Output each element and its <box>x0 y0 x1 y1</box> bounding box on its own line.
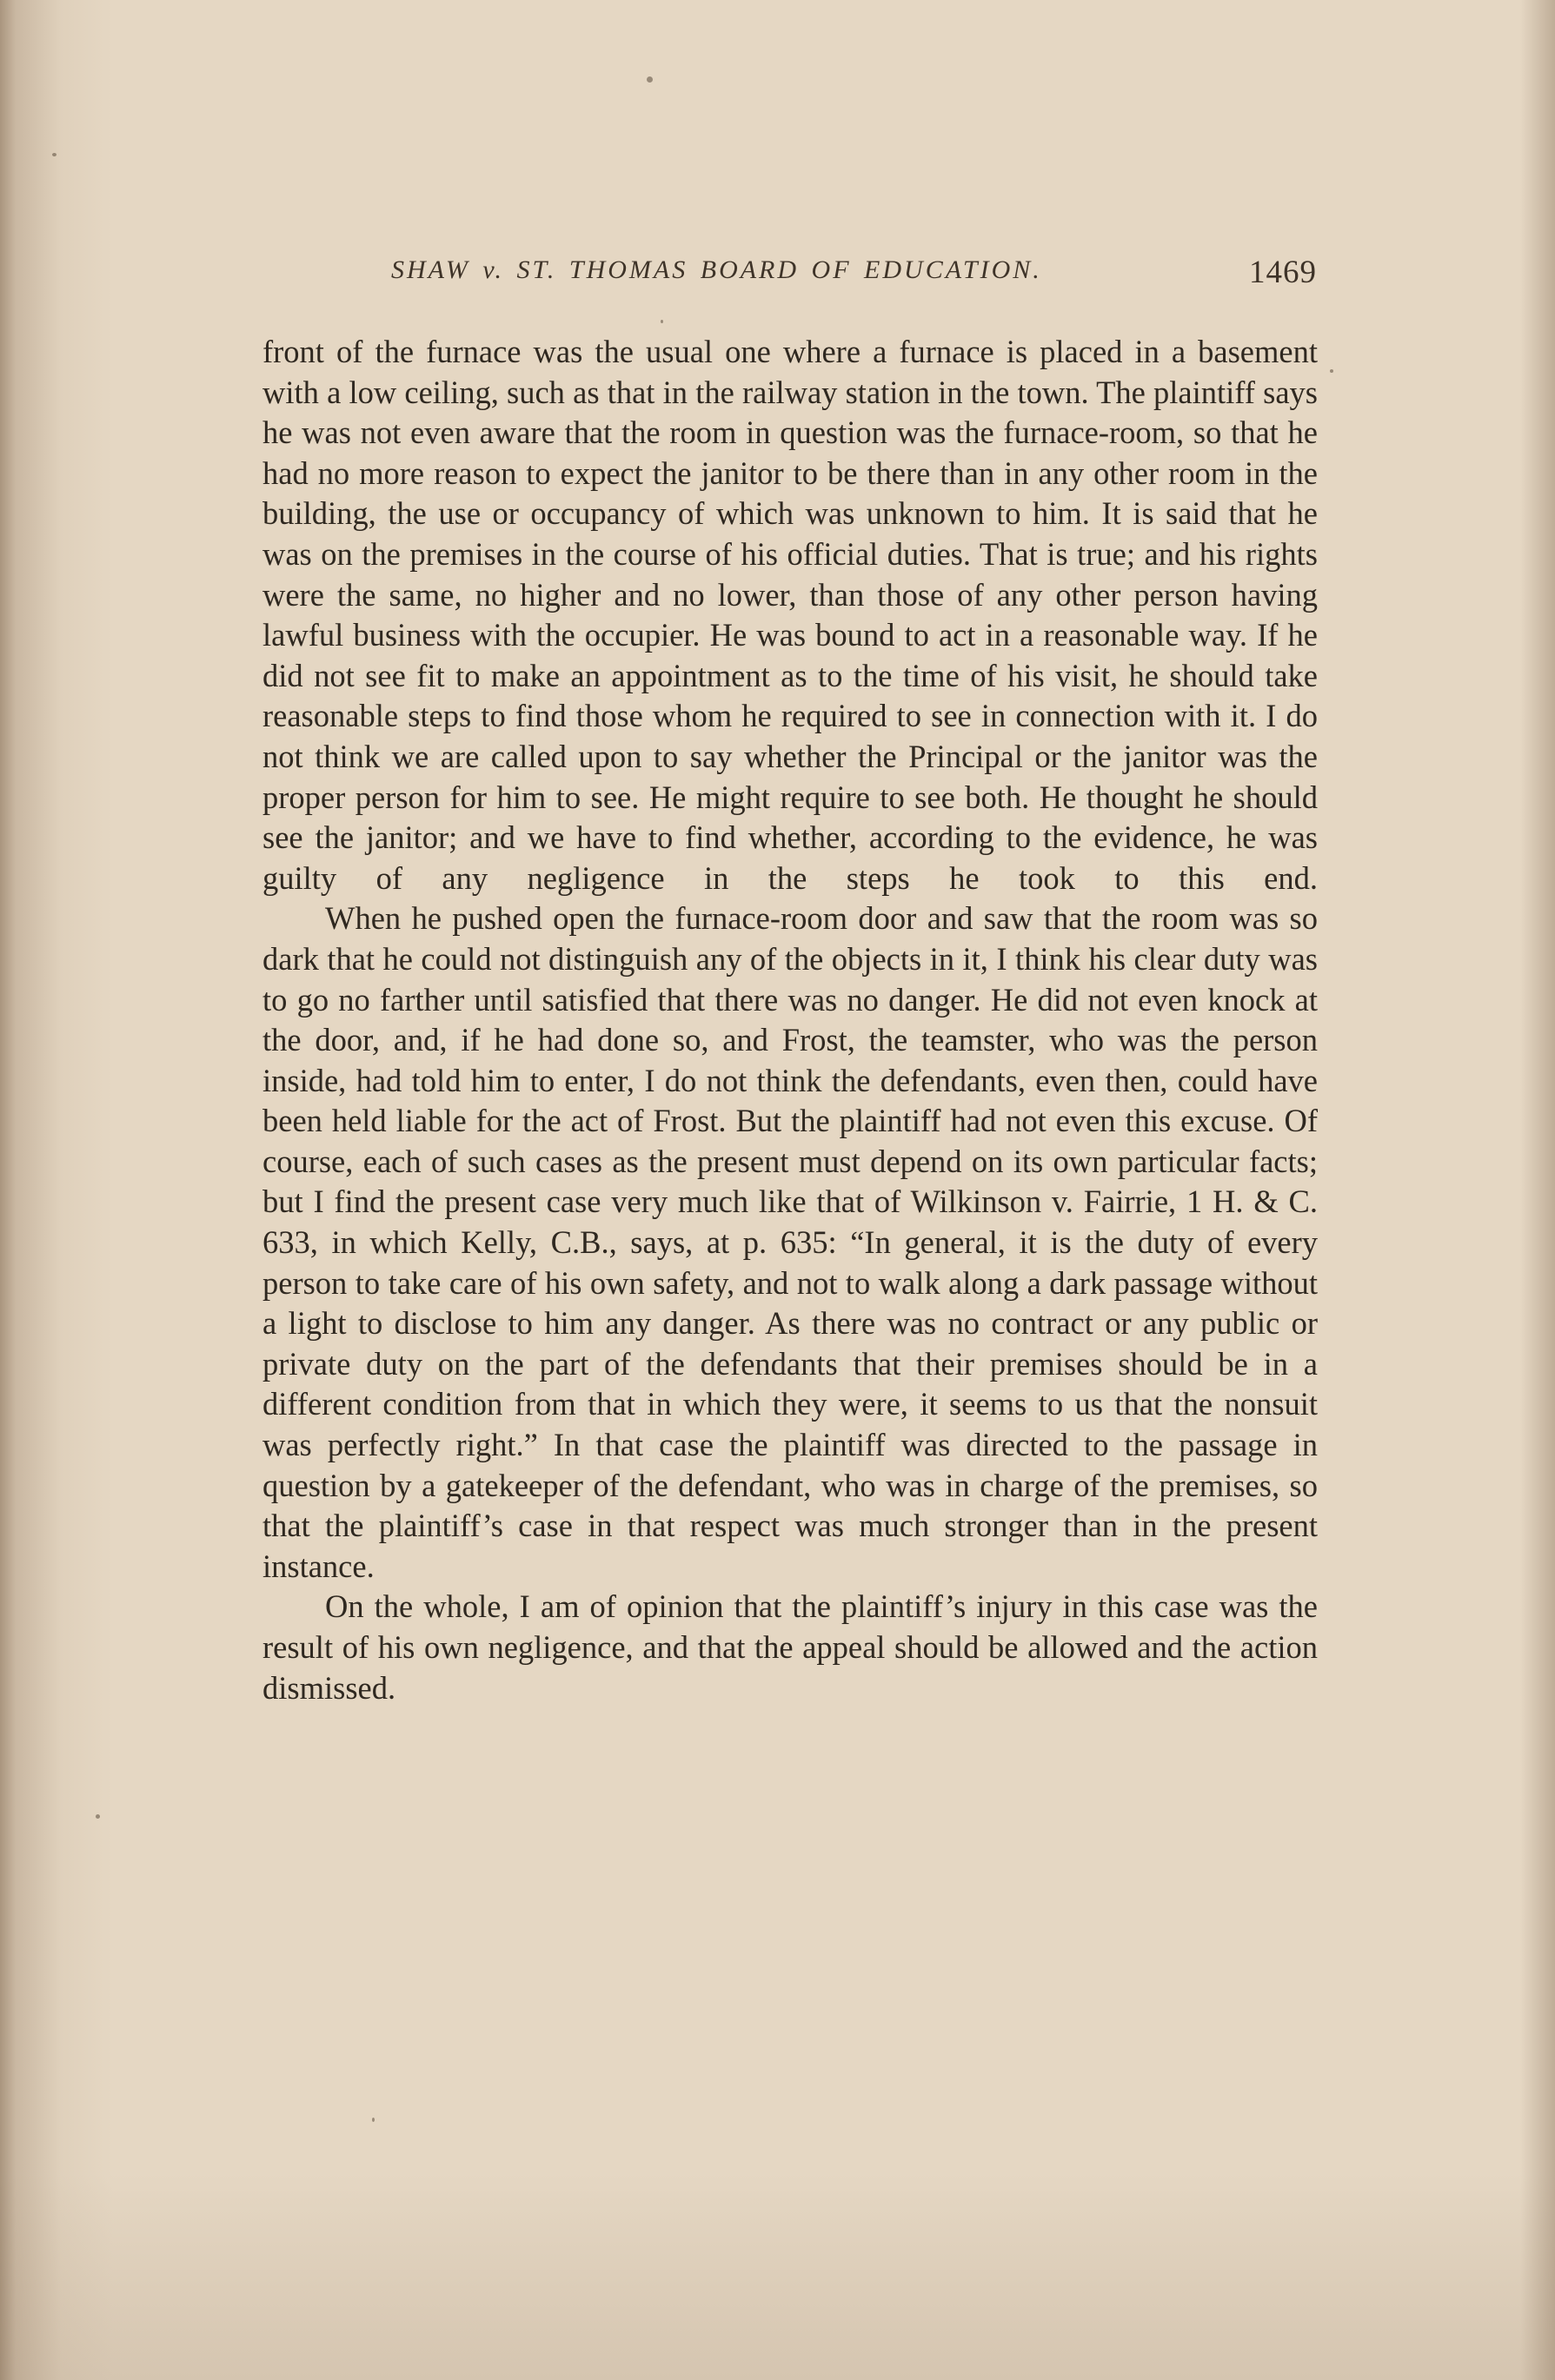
ink-speck <box>372 2118 375 2122</box>
running-title: SHAW v. ST. THOMAS BOARD OF EDUCATION. <box>391 255 1042 284</box>
page-number: 1469 <box>1249 255 1317 290</box>
body-text <box>262 332 1318 1708</box>
ink-speck <box>1330 369 1333 373</box>
running-header <box>261 250 1317 295</box>
paragraph-continued: front of the furnace was the usual one where a furnace is placed in a basement with a low ceiling, such as that in the railway station in the town. The plaintiff says he was not even aware that the room in question was the furnace-room, so that he had no more reason to expect the janitor to be there than in any other room in the building, the use or occupancy of which was unknown to him. It is said that he was on the premises in the course of his official duties. That is true; and his rights were the same, no higher and no lower, than those of any other person having lawful business with the occupier. He was bound to act in a reasonable way. If he did not see fit to make an appointment as to the time of his visit, he should take reasonable steps to find those whom he required to see in connection with it. I do not think we are called upon to say whether the Principal or the janitor was the proper person for him to see. He might require to see both. He thought he should see the janitor; and we have to find whether, according to the evidence, he was guilty of any negligence in the steps he took to this end. <box>262 334 1318 896</box>
ink-speck <box>96 1814 100 1819</box>
ink-speck <box>647 76 653 83</box>
ink-speck <box>661 320 663 323</box>
paragraph-conclusion: On the whole, I am of opinion that the plaintiff’s injury in this case was the result of his own negligence, and that the appeal should be allowed and the action dismissed. <box>262 1588 1318 1706</box>
ink-speck <box>52 153 56 156</box>
paragraph-furnace-room-door: When he pushed open the furnace-room door and saw that the room was so dark that he could not distinguish any of the objects in it, I think his clear duty was to go no farther until satisfied that there was no danger. He did not even knock at the door, and, if he had done so, and Frost, the teamster, who was the person inside, had told him to enter, I do not think the defendants, even then, could have been held liable for the act of Frost. But the plaintiff had not even this excuse. Of course, each of such cases as the present must depend on its own particular facts; but I find the present case very much like that of Wilkinson v. Fairrie, 1 H. & C. 633, in which Kelly, C.B., says, at p. 635: “In general, it is the duty of every person to take care of his own safety, and not to walk along a dark passage without a light to disclose to him any danger. As there was no contract or any public or private duty on the part of the defendants that their premises should be in a different condition from that in which they were, it seems to us that the nonsuit was perfectly right.” In that case the plaintiff was directed to the passage in question by a gatekeeper of the defendant, who was in charge of the premises, so that the plaintiff’s case in that respect was much stronger than in the present instance. <box>262 900 1318 1584</box>
